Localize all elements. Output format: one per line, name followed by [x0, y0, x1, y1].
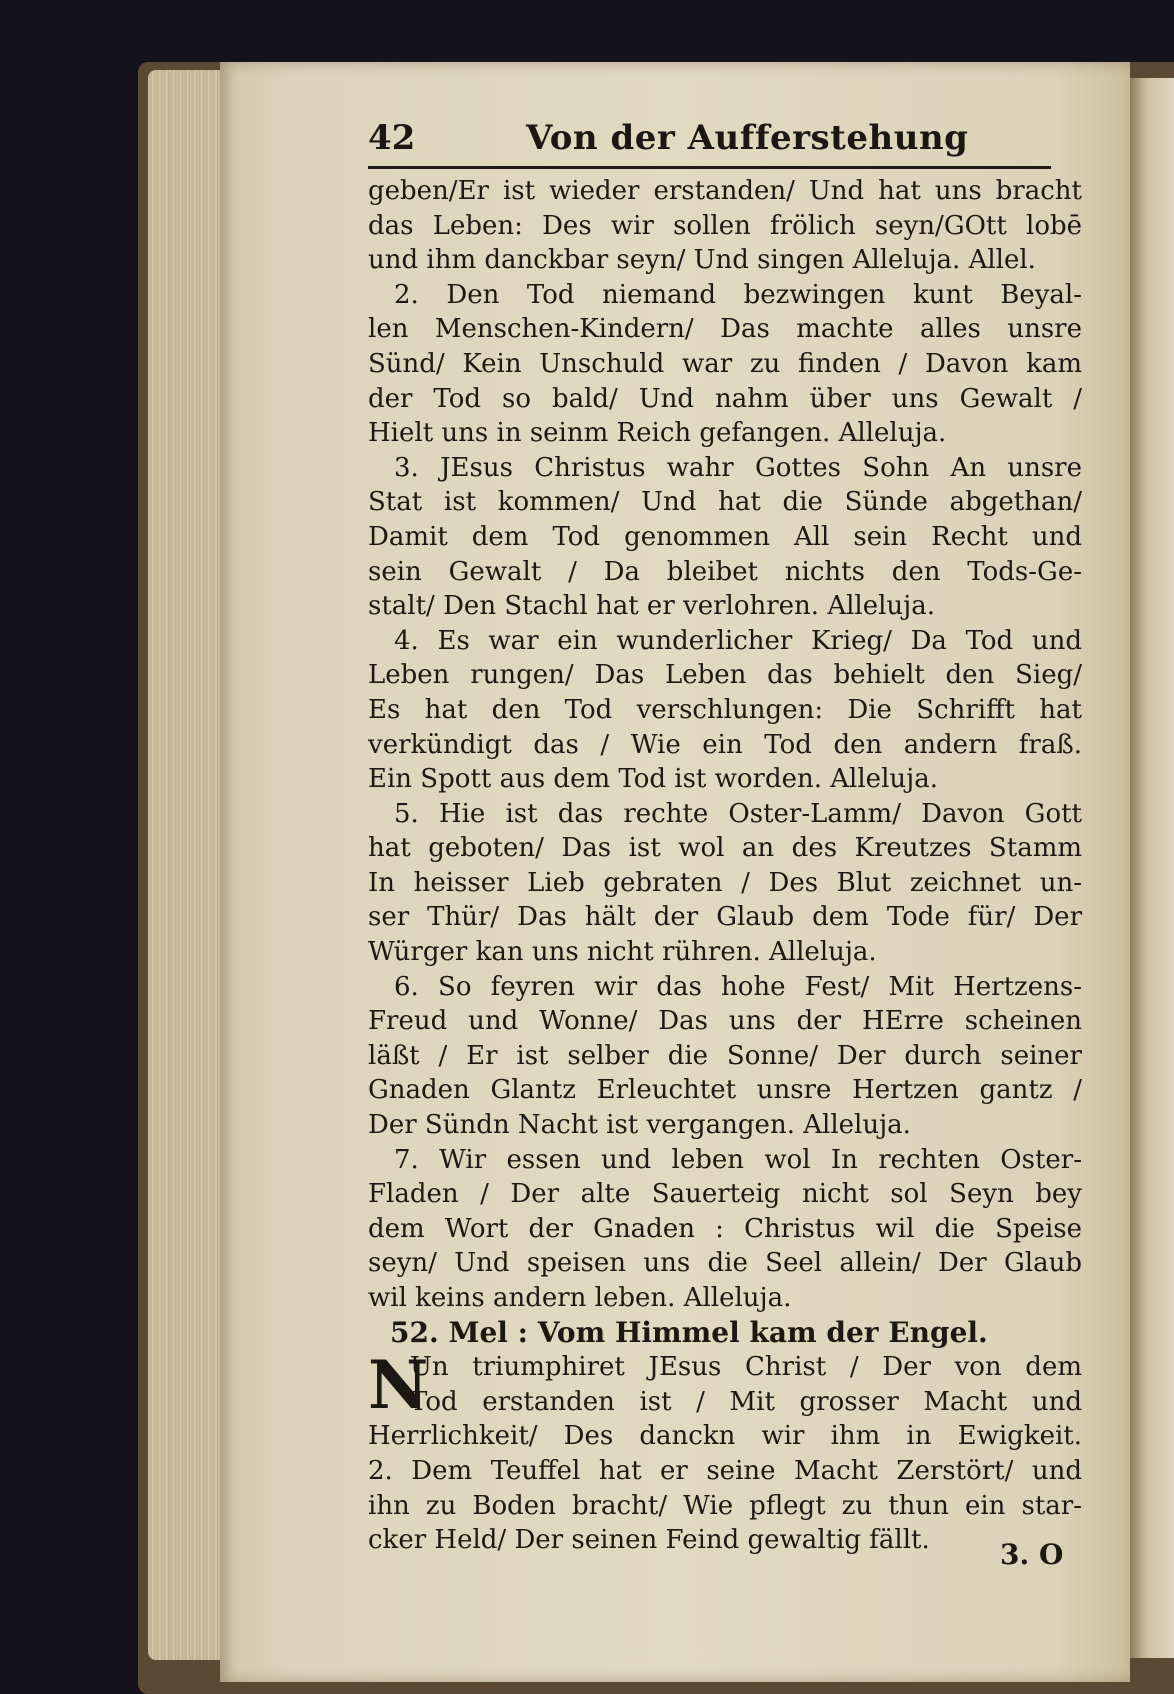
text-line: Gnaden Glantz Erleuchtet unsre Hertzen gantz /	[368, 1075, 1082, 1106]
text-line: stalt/ Den Stachl hat er verlohren. Alleluja.	[368, 591, 935, 622]
text-line: 2. Den Tod niemand bezwingen kunt Beyal-	[394, 279, 1082, 310]
facing-page-edge	[1130, 78, 1174, 1658]
melody-heading: 52. Mel : Vom Himmel kam der Engel.	[390, 1315, 988, 1349]
text-line: wil keins andern leben. Alleluja.	[368, 1283, 792, 1313]
text-line: sein Gewalt / Da bleibet nichts den Tods-Ge-	[368, 556, 1082, 587]
text-line: Hielt uns in seinm Reich gefangen. Alleluja.	[368, 418, 947, 449]
text-line: geben/Er ist wieder erstanden/ Und hat uns bracht	[368, 176, 1082, 206]
text-line: das Leben: Des wir sollen frölich seyn/GOtt lobē	[368, 210, 1082, 241]
text-line: In heisser Lieb gebraten / Des Blut zeichnet un-	[368, 867, 1082, 898]
page-header	[368, 118, 1068, 166]
hymn-text	[368, 174, 1082, 1558]
text-line: Tod erstanden ist / Mit grosser Macht und	[410, 1386, 1082, 1417]
page-edges	[148, 70, 228, 1660]
text-line: cker Held/ Der seinen Feind gewaltig fällt.	[368, 1525, 930, 1556]
text-line: ihn zu Boden bracht/ Wie pflegt zu thun ein star-	[368, 1490, 1082, 1521]
text-line: seyn/ Und speisen uns die Seel allein/ Der Glaub	[368, 1248, 1082, 1279]
text-line: Sünd/ Kein Unschuld war zu finden / Davon kam	[368, 348, 1082, 379]
text-line: dem Wort der Gnaden : Christus wil die Speise	[368, 1213, 1082, 1244]
text-line: ser Thür/ Das hält der Glaub dem Tode für/ Der	[368, 902, 1082, 933]
text-line: Der Sündn Nacht ist vergangen. Alleluja.	[368, 1110, 911, 1141]
text-line: Un triumphiret JEsus Christ / Der von dem	[410, 1352, 1082, 1383]
text-line: Würger kan uns nicht rühren. Alleluja.	[368, 937, 877, 968]
text-line: 3. JEsus Christus wahr Gottes Sohn An unsre	[394, 452, 1082, 483]
text-line: Leben rungen/ Das Leben das behielt den Sieg/	[368, 660, 1082, 691]
header-rule	[368, 166, 1051, 169]
text-line: hat geboten/ Das ist wol an des Kreutzes Stamm	[368, 833, 1082, 864]
text-line: Herrlichkeit/ Des danckn wir ihm in Ewigkeit.	[368, 1421, 1082, 1452]
text-line: Freud und Wonne/ Das uns der HErre scheinen	[368, 1006, 1082, 1037]
text-line: Damit dem Tod genommen All sein Recht und	[368, 521, 1082, 552]
text-line: und ihm danckbar seyn/ Und singen Alleluja. Allel.	[368, 245, 1036, 276]
text-line: len Menschen-Kindern/ Das machte alles unsre	[368, 314, 1082, 345]
text-line: verkündigt das / Wie ein Tod den andern fraß.	[368, 729, 1082, 760]
running-title: Von der Aufferstehung	[526, 118, 969, 158]
text-line: Ein Spott aus dem Tod ist worden. Alleluja.	[368, 764, 938, 795]
text-line: Es hat den Tod verschlungen: Die Schrifft hat	[368, 694, 1082, 725]
text-line: 5. Hie ist das rechte Oster-Lamm/ Davon Gott	[394, 798, 1082, 829]
page-number: 42	[368, 118, 416, 158]
text-line: 2. Dem Teuffel hat er seine Macht Zerstört/ und	[368, 1455, 1082, 1486]
text-line: 6. So feyren wir das hohe Fest/ Mit Hertzens-	[394, 971, 1082, 1002]
text-line: der Tod so bald/ Und nahm über uns Gewalt /	[368, 383, 1082, 414]
text-line: Fladen / Der alte Sauerteig nicht sol Seyn bey	[368, 1179, 1082, 1210]
text-line: 4. Es war ein wunderlicher Krieg/ Da Tod und	[394, 625, 1082, 656]
catchword: 3. O	[1000, 1538, 1064, 1571]
drop-cap: N	[368, 1346, 429, 1425]
hymn-52-opening	[368, 1346, 1082, 1425]
text-line: läßt / Er ist selber die Sonne/ Der durch seiner	[368, 1040, 1082, 1071]
text-line: Stat ist kommen/ Und hat die Sünde abgethan/	[368, 487, 1082, 518]
text-line: 7. Wir essen und leben wol In rechten Oster-	[394, 1144, 1082, 1175]
